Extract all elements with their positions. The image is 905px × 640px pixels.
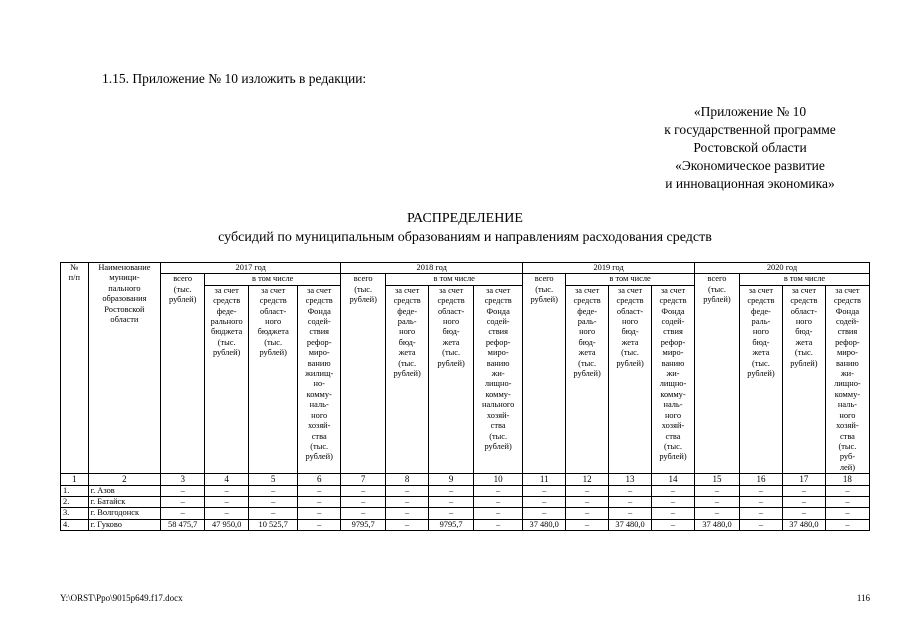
value-cell: – <box>652 508 695 519</box>
annex-line: «Приложение № 10 <box>693 104 807 119</box>
row-number: 3. <box>61 508 89 519</box>
column-number-row <box>61 474 870 485</box>
header-including: в том числе <box>205 274 341 285</box>
column-number: 17 <box>782 474 825 485</box>
annex-line: «Экономическое развитие <box>675 158 825 173</box>
column-number: 12 <box>566 474 609 485</box>
value-cell: – <box>825 496 869 507</box>
table-row <box>61 496 870 507</box>
value-cell: 37 480,0 <box>694 519 739 530</box>
heading-subtitle: субсидий по муниципальным образованиям и направлениям расходования средств <box>218 230 712 245</box>
value-cell: – <box>386 496 429 507</box>
header-municipality: Наименование муници- пального образования Ростовской области <box>88 263 161 474</box>
footer-file-path: Y:\ORST\Ppo\9015p649.f17.docx <box>60 593 183 603</box>
column-number: 8 <box>386 474 429 485</box>
value-cell: – <box>298 508 341 519</box>
municipality-name: г. Гуково <box>88 519 161 530</box>
annex-line: Ростовской области <box>693 140 807 155</box>
value-cell: – <box>825 508 869 519</box>
header-row-groups <box>61 274 870 285</box>
header-total: всего (тыс. рублей) <box>341 274 386 474</box>
header-funding-source: за счет средств Фонда содей- ствия рефор- миро- ванию жилищ- но- комму- наль- ного хозяй- ства (тыс. рублей) <box>298 285 341 473</box>
header-total: всего (тыс. рублей) <box>161 274 205 474</box>
header-funding-source: за счет средств област- ного бюджета (тыс. рублей) <box>249 285 298 473</box>
value-cell: – <box>652 519 695 530</box>
value-cell: 58 475,7 <box>161 519 205 530</box>
value-cell: – <box>474 519 523 530</box>
municipality-name: г. Азов <box>88 485 161 496</box>
column-number: 15 <box>694 474 739 485</box>
value-cell: – <box>386 519 429 530</box>
column-number: 10 <box>474 474 523 485</box>
value-cell: – <box>523 508 566 519</box>
annex-line: к государственной программе <box>664 122 836 137</box>
column-number: 14 <box>652 474 695 485</box>
value-cell: – <box>249 496 298 507</box>
value-cell: – <box>782 485 825 496</box>
column-number: 6 <box>298 474 341 485</box>
annex-line: и инновационная экономика» <box>665 176 835 191</box>
value-cell: – <box>429 496 474 507</box>
column-number: 5 <box>249 474 298 485</box>
table-row <box>61 519 870 530</box>
document-heading <box>0 209 905 247</box>
header-funding-source: за счет средств област- ного бюд- жета (тыс. рублей) <box>609 285 652 473</box>
value-cell: – <box>694 496 739 507</box>
value-cell: – <box>205 485 249 496</box>
municipality-name: г. Волгодонск <box>88 508 161 519</box>
value-cell: 9795,7 <box>429 519 474 530</box>
column-number: 3 <box>161 474 205 485</box>
column-number: 9 <box>429 474 474 485</box>
header-funding-source: за счет средств Фонда содей- ствия рефор- миро- ванию жи- лищно- комму- нального хозяй- ства (тыс. рублей) <box>474 285 523 473</box>
header-funding-source: за счет средств област- ного бюд- жета (тыс. рублей) <box>782 285 825 473</box>
row-number: 1. <box>61 485 89 496</box>
value-cell: 10 525,7 <box>249 519 298 530</box>
heading-title: РАСПРЕДЕЛЕНИЕ <box>407 211 523 226</box>
column-number: 18 <box>825 474 869 485</box>
value-cell: – <box>694 485 739 496</box>
value-cell: – <box>609 496 652 507</box>
value-cell: – <box>566 508 609 519</box>
header-funding-source: за счет средств Фонда содей- ствия рефор- миро- ванию жи- лищно- комму- наль- ного хозяй- ства (тыс. руб- лей) <box>825 285 869 473</box>
header-year: 2017 год <box>161 263 341 274</box>
value-cell: – <box>161 496 205 507</box>
annex-note <box>600 103 900 193</box>
header-year: 2019 год <box>523 263 695 274</box>
value-cell: – <box>341 485 386 496</box>
column-number: 2 <box>88 474 161 485</box>
value-cell: – <box>652 496 695 507</box>
value-cell: – <box>739 496 782 507</box>
value-cell: – <box>523 485 566 496</box>
value-cell: – <box>609 508 652 519</box>
value-cell: – <box>474 485 523 496</box>
column-number: 13 <box>609 474 652 485</box>
value-cell: – <box>566 485 609 496</box>
header-funding-source: за счет средств феде- раль- ного бюд- жета (тыс. рублей) <box>386 285 429 473</box>
value-cell: – <box>694 508 739 519</box>
header-funding-source: за счет средств феде- раль- ного бюд- жета (тыс. рублей) <box>566 285 609 473</box>
header-total: всего (тыс. рублей) <box>523 274 566 474</box>
value-cell: 37 480,0 <box>782 519 825 530</box>
value-cell: – <box>523 496 566 507</box>
header-row-years <box>61 263 870 274</box>
value-cell: – <box>825 485 869 496</box>
column-number: 1 <box>61 474 89 485</box>
row-number: 2. <box>61 496 89 507</box>
value-cell: – <box>566 496 609 507</box>
intro-text: 1.15. Приложение № 10 изложить в редакции: <box>102 71 367 86</box>
header-including: в том числе <box>739 274 869 285</box>
table-row <box>61 508 870 519</box>
value-cell: – <box>825 519 869 530</box>
distribution-table <box>60 262 870 531</box>
column-number: 11 <box>523 474 566 485</box>
value-cell: – <box>298 519 341 530</box>
value-cell: – <box>249 485 298 496</box>
value-cell: – <box>782 496 825 507</box>
footer-page-number: 116 <box>856 593 870 603</box>
value-cell: – <box>205 496 249 507</box>
header-funding-source: за счет средств феде- рального бюджета (тыс. рублей) <box>205 285 249 473</box>
table-row <box>61 485 870 496</box>
value-cell: – <box>386 485 429 496</box>
value-cell: – <box>298 485 341 496</box>
value-cell: – <box>205 508 249 519</box>
value-cell: 37 480,0 <box>609 519 652 530</box>
value-cell: 37 480,0 <box>523 519 566 530</box>
header-including: в том числе <box>386 274 523 285</box>
value-cell: – <box>566 519 609 530</box>
value-cell: – <box>161 508 205 519</box>
value-cell: – <box>386 508 429 519</box>
value-cell: – <box>609 485 652 496</box>
value-cell: – <box>249 508 298 519</box>
value-cell: – <box>474 496 523 507</box>
value-cell: – <box>429 485 474 496</box>
value-cell: – <box>429 508 474 519</box>
header-year: 2018 год <box>341 263 523 274</box>
column-number: 7 <box>341 474 386 485</box>
value-cell: – <box>782 508 825 519</box>
header-year: 2020 год <box>694 263 869 274</box>
column-number: 16 <box>739 474 782 485</box>
header-including: в том числе <box>566 274 695 285</box>
value-cell: – <box>298 496 341 507</box>
value-cell: – <box>341 496 386 507</box>
value-cell: – <box>739 519 782 530</box>
row-number: 4. <box>61 519 89 530</box>
municipality-name: г. Батайск <box>88 496 161 507</box>
value-cell: – <box>652 485 695 496</box>
value-cell: 9795,7 <box>341 519 386 530</box>
value-cell: – <box>739 485 782 496</box>
value-cell: – <box>341 508 386 519</box>
value-cell: – <box>739 508 782 519</box>
value-cell: – <box>161 485 205 496</box>
header-funding-source: за счет средств област- ного бюд- жета (тыс. рублей) <box>429 285 474 473</box>
column-number: 4 <box>205 474 249 485</box>
header-number: № п/п <box>61 263 89 474</box>
header-funding-source: за счет средств Фонда содей- ствия рефор- миро- ванию жи- лищно- комму- наль- ного хозяй- ства (тыс. рублей) <box>652 285 695 473</box>
header-funding-source: за счет средств феде- раль- ного бюд- жета (тыс. рублей) <box>739 285 782 473</box>
value-cell: 47 950,0 <box>205 519 249 530</box>
value-cell: – <box>474 508 523 519</box>
header-total: всего (тыс. рублей) <box>694 274 739 474</box>
